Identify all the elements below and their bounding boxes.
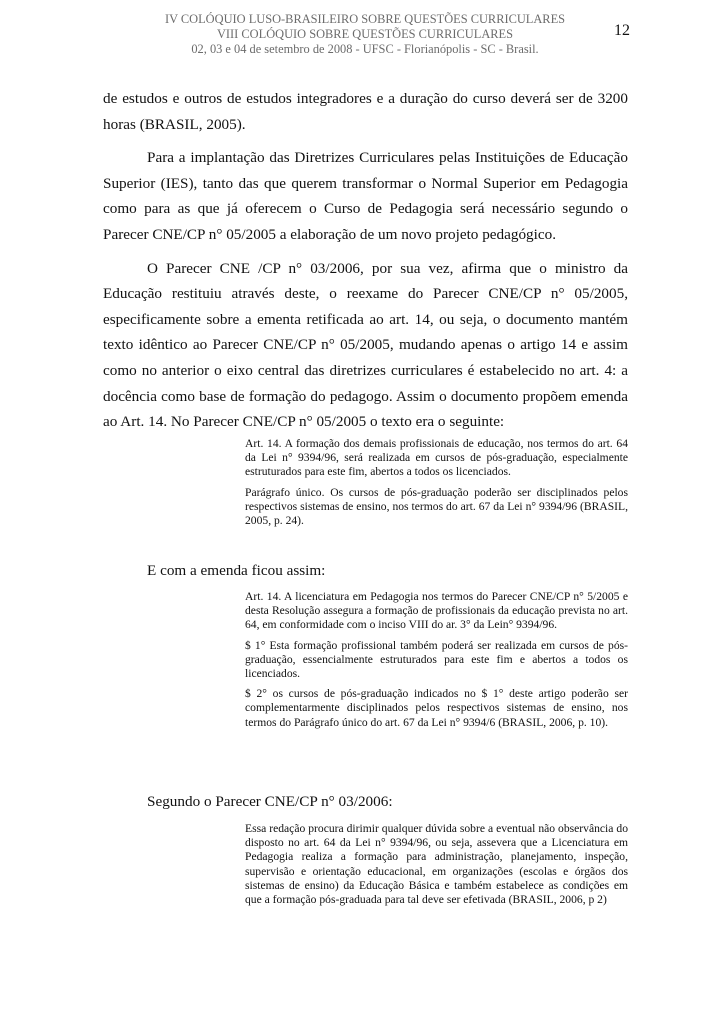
- paragraph-segundo-parecer: Segundo o Parecer CNE/CP n° 03/2006:: [147, 793, 393, 810]
- quote-paragraph-1: $ 1° Esta formação profissional também poderá ser realizada em cursos de pós-graduação, essencialmente estruturados para este fim e abertos a todos os licenciados.: [245, 638, 628, 681]
- paragraph-parecer-2006: O Parecer CNE /CP n° 03/2006, por sua vez, afirma que o ministro da Educação restituiu através deste, o reexame do Parecer CNE/CP n° 05/2005, especificamente sobre a ementa retificada ao art. 14, ou seja, o documento mantém texto idêntico ao Parecer CNE/CP n° 05/2005, mudando apenas o artigo 14 e assim como no anterior o eixo central das diretrizes curriculares é estabelecido no art. 4: a docência como base de formação do pedagogo. Assim o documento propõem emenda ao Art. 14. No Parecer CNE/CP n° 05/2005 o texto era o seguinte:: [103, 259, 628, 431]
- page-header: [100, 12, 630, 57]
- main-text-block-1: [103, 86, 628, 435]
- header-line-3: 02, 03 e 04 de setembro de 2008 - UFSC - Florianópolis - SC - Brasil.: [191, 42, 539, 56]
- page-number: 12: [614, 22, 630, 39]
- block-quote-1: [245, 437, 628, 534]
- quote-redacao: Essa redação procura dirimir qualquer dúvida sobre a eventual não observância do disposto no art. 64 da Lei n° 9394/96, ou seja, assevera que a Licenciatura em Pedagogia realiza a formação para administração, planejamento, inspeção, supervisão e orientação educacional, em organizações (escolas e órgãos dos sistemas de ensino) da Educação Básica e também estabelece as condições em que a formação pós-graduada para tal deve ser efetivada (BRASIL, 2006, p 2): [245, 822, 628, 907]
- paragraph-ies: Para a implantação das Diretrizes Curriculares pelas Instituições de Educação Superior (IES), tanto das que querem transformar o Normal Superior em Pedagogia como para as que já oferecem o Curso de Pedagogia será necessário segundo o Parecer CNE/CP n° 05/2005 a elaboração de um novo projeto pedagógico.: [103, 149, 628, 243]
- quote-paragrafo-unico: Parágrafo único. Os cursos de pós-graduação poderão ser disciplinados pelos respectivos sistemas de ensino, nos termos do art. 67 da Lei n° 9394/96 (BRASIL, 2005, p. 24).: [245, 485, 628, 528]
- header-line-1: IV COLÓQUIO LUSO-BRASILEIRO SOBRE QUESTÕES CURRICULARES: [164, 12, 566, 26]
- paragraph-emenda: E com a emenda ficou assim:: [147, 562, 326, 579]
- header-line-2: VIII COLÓQUIO SOBRE QUESTÕES CURRICULARES: [216, 27, 513, 41]
- block-quote-3: [245, 822, 628, 913]
- block-quote-2: [245, 590, 628, 736]
- quote-art14-amended: Art. 14. A licenciatura em Pedagogia nos termos do Parecer CNE/CP n° 5/2005 e desta Resolução assegura a formação de profissionais da educação prevista no art. 64, em conformidade com o inciso VIII do ar. 3° da Lein° 9394/96.: [245, 590, 628, 632]
- quote-art14-original: Art. 14. A formação dos demais profissionais de educação, nos termos do art. 64 da Lei n° 9394/96, será realizada em cursos de pós-graduação, especialmente estruturados para este fim, abertos a todos os licenciados.: [245, 437, 628, 479]
- quote-paragraph-2: $ 2° os cursos de pós-graduação indicados no $ 1° deste artigo poderão ser complementarmente disciplinados pelos respectivos sistemas de ensino, nos termos do Parágrafo único do art. 67 da Lei n° 9394/6 (BRASIL, 2006, p. 10).: [245, 687, 628, 729]
- paragraph-continuation: de estudos e outros de estudos integradores e a duração do curso deverá ser de 3200 horas (BRASIL, 2005).: [103, 90, 628, 133]
- conference-header: [100, 12, 630, 57]
